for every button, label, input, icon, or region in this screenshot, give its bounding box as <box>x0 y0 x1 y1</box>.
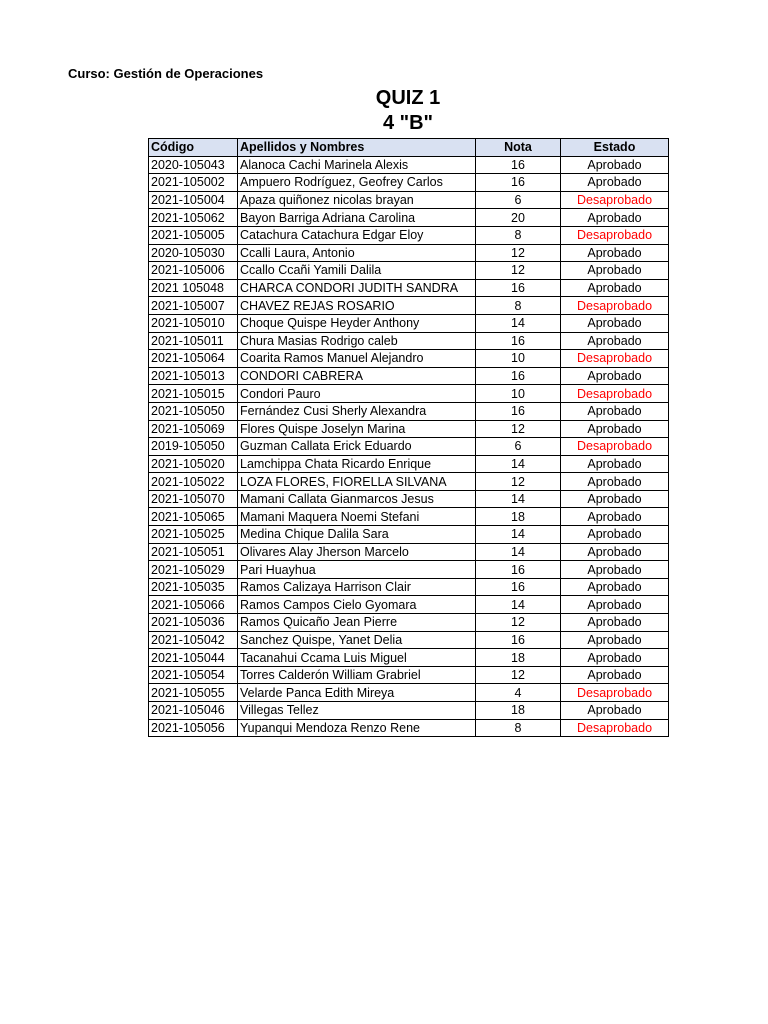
student-name-cell: Villegas Tellez <box>238 702 476 720</box>
status-cell: Aprobado <box>561 367 669 385</box>
student-code-cell: 2021-105051 <box>149 543 238 561</box>
header-name: Apellidos y Nombres <box>238 139 476 157</box>
grade-cell: 10 <box>476 350 561 368</box>
student-code-cell: 2021-105050 <box>149 402 238 420</box>
table-row <box>149 350 669 368</box>
table-row <box>149 684 669 702</box>
student-name-cell: Condori Pauro <box>238 385 476 403</box>
grade-cell: 16 <box>476 156 561 174</box>
quiz-title: QUIZ 1 <box>375 87 441 109</box>
course-label: Curso: Gestión de Operaciones <box>68 66 264 81</box>
grade-cell: 16 <box>476 631 561 649</box>
grade-cell: 16 <box>476 174 561 192</box>
student-code-cell: 2021-105036 <box>149 614 238 632</box>
table-row <box>149 614 669 632</box>
grade-cell: 12 <box>476 244 561 262</box>
table-row <box>149 297 669 315</box>
status-cell: Aprobado <box>561 596 669 614</box>
status-cell: Aprobado <box>561 561 669 579</box>
student-name-cell: CHAVEZ REJAS ROSARIO <box>238 297 476 315</box>
status-cell: Desaprobado <box>561 385 669 403</box>
student-code-cell: 2021-105054 <box>149 666 238 684</box>
status-cell: Aprobado <box>561 543 669 561</box>
student-code-cell: 2020-105030 <box>149 244 238 262</box>
grades-table <box>148 138 669 737</box>
grade-cell: 12 <box>476 262 561 280</box>
student-code-cell: 2021-105004 <box>149 191 238 209</box>
status-cell: Aprobado <box>561 666 669 684</box>
table-row <box>149 279 669 297</box>
status-cell: Aprobado <box>561 614 669 632</box>
table-row <box>149 438 669 456</box>
student-name-cell: Pari Huayhua <box>238 561 476 579</box>
table-row <box>149 314 669 332</box>
status-cell: Desaprobado <box>561 297 669 315</box>
table-row <box>149 596 669 614</box>
student-code-cell: 2021-105044 <box>149 649 238 667</box>
grade-cell: 14 <box>476 314 561 332</box>
student-code-cell: 2021-105010 <box>149 314 238 332</box>
status-cell: Aprobado <box>561 244 669 262</box>
status-cell: Aprobado <box>561 526 669 544</box>
student-code-cell: 2021-105029 <box>149 561 238 579</box>
status-cell: Desaprobado <box>561 719 669 737</box>
student-name-cell: Mamani Callata Gianmarcos Jesus <box>238 490 476 508</box>
student-name-cell: Ccallo Ccañi Yamili Dalila <box>238 262 476 280</box>
status-cell: Desaprobado <box>561 438 669 456</box>
student-name-cell: Ramos Quicaño Jean Pierre <box>238 614 476 632</box>
grade-cell: 12 <box>476 666 561 684</box>
student-code-cell: 2021-105070 <box>149 490 238 508</box>
table-header-row <box>149 139 669 157</box>
table-row <box>149 543 669 561</box>
table-row <box>149 420 669 438</box>
student-code-cell: 2021 105048 <box>149 279 238 297</box>
table-row <box>149 702 669 720</box>
student-code-cell: 2021-105035 <box>149 578 238 596</box>
status-cell: Desaprobado <box>561 684 669 702</box>
student-code-cell: 2021-105056 <box>149 719 238 737</box>
student-name-cell: Tacanahui Ccama Luis Miguel <box>238 649 476 667</box>
grade-cell: 6 <box>476 438 561 456</box>
student-name-cell: Catachura Catachura Edgar Eloy <box>238 226 476 244</box>
table-row <box>149 631 669 649</box>
status-cell: Aprobado <box>561 156 669 174</box>
status-cell: Aprobado <box>561 332 669 350</box>
student-code-cell: 2021-105011 <box>149 332 238 350</box>
student-code-cell: 2019-105050 <box>149 438 238 456</box>
table-row <box>149 666 669 684</box>
student-code-cell: 2021-105015 <box>149 385 238 403</box>
table-row <box>149 226 669 244</box>
table-row <box>149 385 669 403</box>
header-grade: Nota <box>476 139 561 157</box>
table-row <box>149 191 669 209</box>
table-row <box>149 455 669 473</box>
table-row <box>149 332 669 350</box>
student-name-cell: Torres Calderón William Grabriel <box>238 666 476 684</box>
table-row <box>149 174 669 192</box>
grade-cell: 10 <box>476 385 561 403</box>
status-cell: Aprobado <box>561 473 669 491</box>
status-cell: Aprobado <box>561 455 669 473</box>
student-code-cell: 2021-105066 <box>149 596 238 614</box>
grade-cell: 18 <box>476 702 561 720</box>
student-name-cell: Ampuero Rodríguez, Geofrey Carlos <box>238 174 476 192</box>
student-code-cell: 2021-105002 <box>149 174 238 192</box>
student-name-cell: Lamchippa Chata Ricardo Enrique <box>238 455 476 473</box>
student-name-cell: Alanoca Cachi Marinela Alexis <box>238 156 476 174</box>
grade-cell: 14 <box>476 543 561 561</box>
grade-cell: 14 <box>476 526 561 544</box>
table-row <box>149 508 669 526</box>
header-status: Estado <box>561 139 669 157</box>
status-cell: Aprobado <box>561 420 669 438</box>
status-cell: Aprobado <box>561 649 669 667</box>
status-cell: Aprobado <box>561 702 669 720</box>
status-cell: Aprobado <box>561 314 669 332</box>
status-cell: Aprobado <box>561 262 669 280</box>
grade-cell: 18 <box>476 649 561 667</box>
grade-cell: 16 <box>476 561 561 579</box>
grade-cell: 12 <box>476 420 561 438</box>
student-name-cell: LOZA FLORES, FIORELLA SILVANA <box>238 473 476 491</box>
grade-cell: 14 <box>476 490 561 508</box>
status-cell: Aprobado <box>561 402 669 420</box>
student-name-cell: Bayon Barriga Adriana Carolina <box>238 209 476 227</box>
grade-cell: 20 <box>476 209 561 227</box>
status-cell: Desaprobado <box>561 350 669 368</box>
student-code-cell: 2021-105022 <box>149 473 238 491</box>
table-row <box>149 561 669 579</box>
student-name-cell: Choque Quispe Heyder Anthony <box>238 314 476 332</box>
grade-cell: 14 <box>476 596 561 614</box>
student-code-cell: 2021-105042 <box>149 631 238 649</box>
status-cell: Aprobado <box>561 279 669 297</box>
student-name-cell: Olivares Alay Jherson Marcelo <box>238 543 476 561</box>
grade-cell: 16 <box>476 578 561 596</box>
grade-cell: 16 <box>476 279 561 297</box>
table-row <box>149 719 669 737</box>
student-name-cell: Ramos Campos Cielo Gyomara <box>238 596 476 614</box>
student-name-cell: CONDORI CABRERA <box>238 367 476 385</box>
grade-cell: 8 <box>476 719 561 737</box>
grade-cell: 6 <box>476 191 561 209</box>
student-name-cell: Yupanqui Mendoza Renzo Rene <box>238 719 476 737</box>
student-code-cell: 2021-105005 <box>149 226 238 244</box>
grade-cell: 16 <box>476 402 561 420</box>
section-title: 4 "B" <box>382 112 434 134</box>
student-code-cell: 2021-105007 <box>149 297 238 315</box>
student-name-cell: Velarde Panca Edith Mireya <box>238 684 476 702</box>
header-code: Código <box>149 139 238 157</box>
table-row <box>149 578 669 596</box>
student-name-cell: Fernández Cusi Sherly Alexandra <box>238 402 476 420</box>
status-cell: Aprobado <box>561 578 669 596</box>
table-row <box>149 473 669 491</box>
status-cell: Aprobado <box>561 631 669 649</box>
student-code-cell: 2021-105046 <box>149 702 238 720</box>
student-code-cell: 2021-105065 <box>149 508 238 526</box>
table-row <box>149 526 669 544</box>
student-name-cell: Mamani Maquera Noemi Stefani <box>238 508 476 526</box>
table-row <box>149 367 669 385</box>
grade-cell: 16 <box>476 332 561 350</box>
student-code-cell: 2021-105064 <box>149 350 238 368</box>
status-cell: Aprobado <box>561 174 669 192</box>
student-name-cell: CHARCA CONDORI JUDITH SANDRA <box>238 279 476 297</box>
table-row <box>149 244 669 262</box>
student-name-cell: Coarita Ramos Manuel Alejandro <box>238 350 476 368</box>
student-code-cell: 2021-105006 <box>149 262 238 280</box>
student-name-cell: Ccalli Laura, Antonio <box>238 244 476 262</box>
status-cell: Aprobado <box>561 490 669 508</box>
table-row <box>149 402 669 420</box>
grade-cell: 18 <box>476 508 561 526</box>
grade-cell: 12 <box>476 614 561 632</box>
status-cell: Desaprobado <box>561 191 669 209</box>
table-row <box>149 649 669 667</box>
student-code-cell: 2021-105025 <box>149 526 238 544</box>
table-row <box>149 262 669 280</box>
student-name-cell: Flores Quispe Joselyn Marina <box>238 420 476 438</box>
grade-cell: 8 <box>476 297 561 315</box>
status-cell: Desaprobado <box>561 226 669 244</box>
status-cell: Aprobado <box>561 508 669 526</box>
student-code-cell: 2020-105043 <box>149 156 238 174</box>
student-code-cell: 2021-105069 <box>149 420 238 438</box>
grade-cell: 8 <box>476 226 561 244</box>
student-name-cell: Ramos Calizaya Harrison Clair <box>238 578 476 596</box>
student-name-cell: Medina Chique Dalila Sara <box>238 526 476 544</box>
grade-cell: 14 <box>476 455 561 473</box>
student-name-cell: Guzman Callata Erick Eduardo <box>238 438 476 456</box>
student-code-cell: 2021-105020 <box>149 455 238 473</box>
student-code-cell: 2021-105062 <box>149 209 238 227</box>
student-code-cell: 2021-105055 <box>149 684 238 702</box>
grade-cell: 4 <box>476 684 561 702</box>
grade-cell: 12 <box>476 473 561 491</box>
table-row <box>149 209 669 227</box>
student-name-cell: Sanchez Quispe, Yanet Delia <box>238 631 476 649</box>
status-cell: Aprobado <box>561 209 669 227</box>
student-name-cell: Chura Masias Rodrigo caleb <box>238 332 476 350</box>
table-row <box>149 156 669 174</box>
student-code-cell: 2021-105013 <box>149 367 238 385</box>
grade-cell: 16 <box>476 367 561 385</box>
student-name-cell: Apaza quiñonez nicolas brayan <box>238 191 476 209</box>
table-row <box>149 490 669 508</box>
